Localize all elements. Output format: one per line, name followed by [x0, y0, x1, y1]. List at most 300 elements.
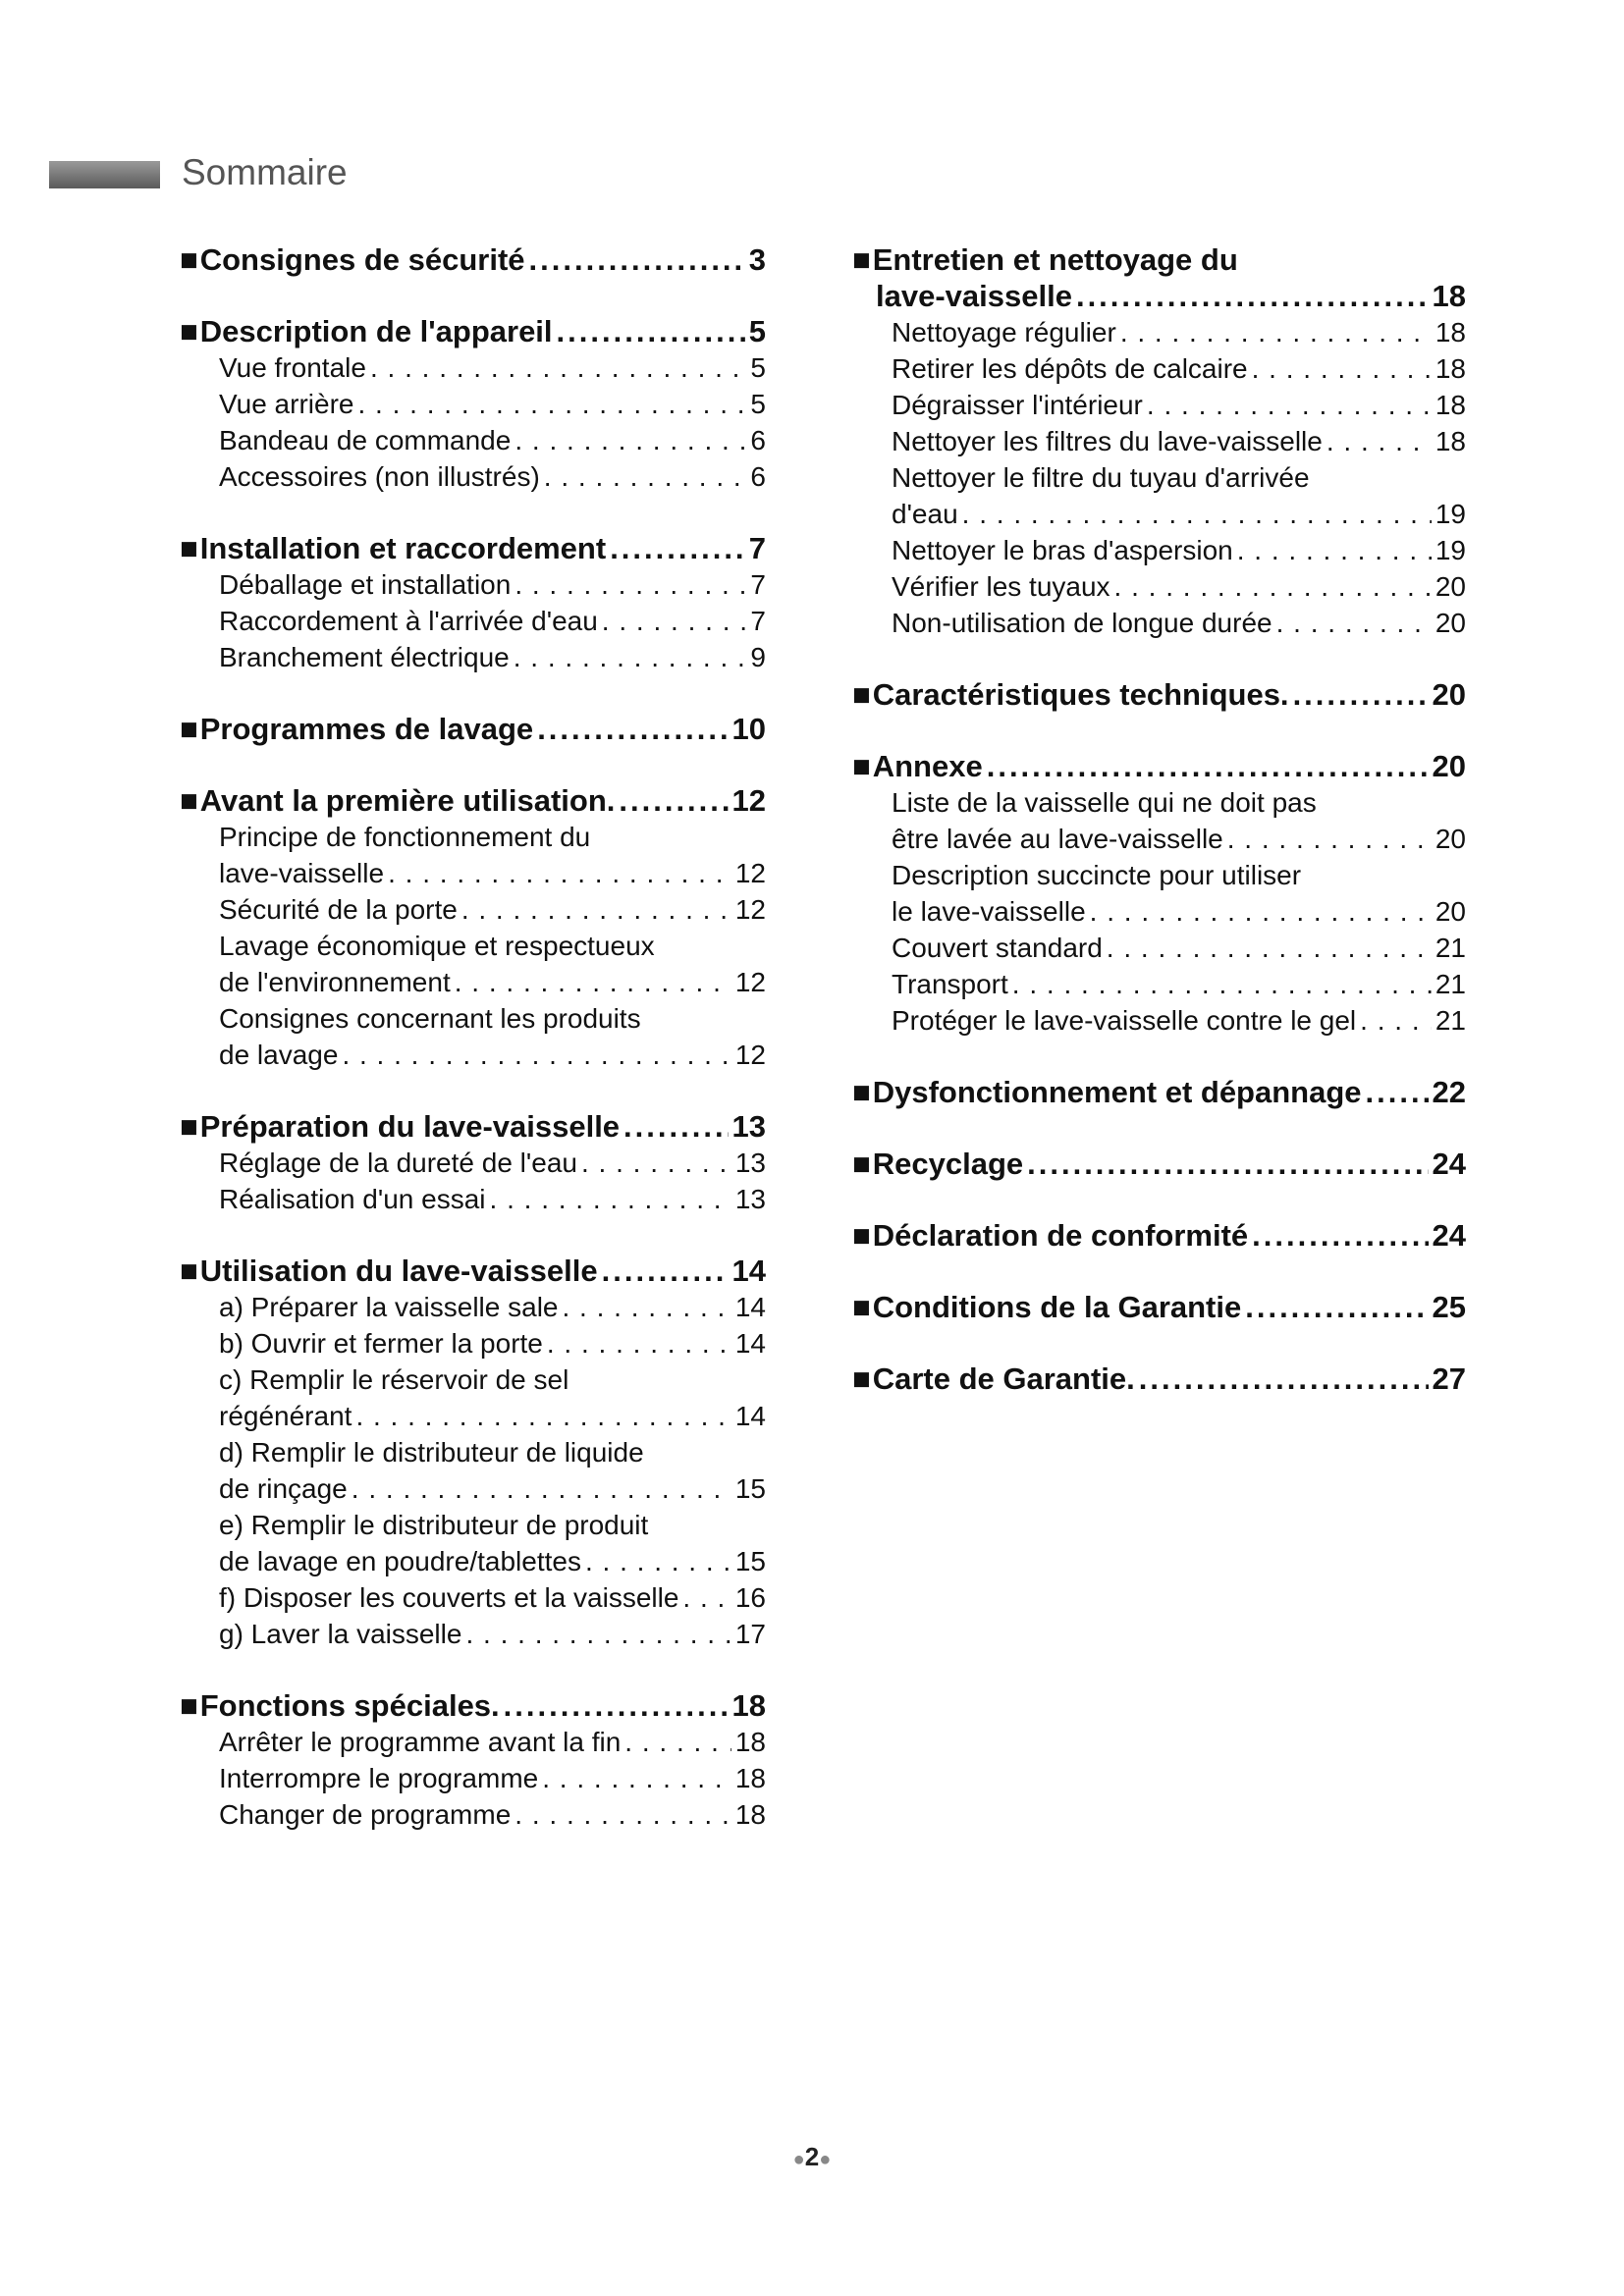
- entry-page-number: 20: [1435, 608, 1466, 638]
- bullet-square-icon: ■: [852, 1147, 871, 1181]
- section-title-text: Carte de Garantie.: [872, 1362, 1135, 1396]
- toc-entry-row: [892, 387, 1466, 423]
- entry-text: Nettoyer les filtres du lave-vaisselle: [892, 426, 1323, 456]
- bullet-square-icon: ■: [180, 1254, 198, 1288]
- toc-left-column: [180, 241, 766, 1868]
- toc-section-title: [852, 676, 1466, 713]
- entry-page-number: 9: [750, 642, 766, 672]
- footer-dot-right: ●: [819, 2149, 832, 2170]
- toc-entry: [892, 966, 1466, 1002]
- dot-leader: [623, 1108, 728, 1145]
- section-title-text: Programmes de lavage: [199, 712, 534, 746]
- dot-leader: [602, 603, 747, 639]
- toc-entry: [219, 1289, 766, 1325]
- toc-entry-row: [219, 1181, 766, 1217]
- toc-entry-row: [892, 568, 1466, 605]
- page-number: 2: [804, 2142, 820, 2171]
- toc-entry-row: [219, 349, 766, 386]
- toc-items: [180, 566, 766, 675]
- entry-page-number: 5: [750, 352, 766, 383]
- section-title-text-line2: lave-vaisselle: [876, 279, 1072, 313]
- dot-leader: [357, 386, 746, 422]
- section-title-text: Avant la première utilisation.: [199, 783, 616, 818]
- toc-entry: [219, 1724, 766, 1760]
- dot-leader: [542, 1760, 731, 1796]
- toc-section-title: [852, 1361, 1466, 1397]
- entry-page-number: 16: [734, 1582, 766, 1613]
- bullet-square-icon: ■: [180, 712, 198, 746]
- entry-text: de lavage: [219, 1040, 339, 1070]
- entry-text: Arrêter le programme avant la fin: [219, 1727, 622, 1757]
- entry-page-number: 13: [734, 1148, 766, 1178]
- dot-leader: [1114, 568, 1432, 605]
- toc-section: [180, 1108, 766, 1217]
- section-title-text: Description de l'appareil: [199, 314, 553, 348]
- toc-entry: [892, 314, 1466, 350]
- section-title-text: Dysfonctionnement et dépannage: [872, 1075, 1362, 1109]
- entry-text: le lave-vaisselle: [892, 896, 1086, 927]
- dot-leader: [1120, 314, 1432, 350]
- toc-entry-row: [219, 639, 766, 675]
- dot-leader: [529, 241, 745, 278]
- section-title-text: Installation et raccordement: [199, 531, 607, 565]
- dot-leader: [1293, 676, 1429, 713]
- entry-text: d'eau: [892, 499, 958, 529]
- entry-page-number: 18: [734, 1727, 766, 1757]
- entry-text: Réglage de la dureté de l'eau: [219, 1148, 577, 1178]
- entry-page-number: 7: [750, 606, 766, 636]
- entry-text-line1: Principe de fonctionnement du: [219, 822, 591, 852]
- entry-page-number: 12: [734, 858, 766, 888]
- dot-leader: [619, 782, 728, 819]
- dot-leader: [1090, 893, 1432, 930]
- dot-leader: [1326, 423, 1432, 459]
- entry-text: g) Laver la vaisselle: [219, 1619, 462, 1649]
- toc-section: [852, 241, 1466, 641]
- toc-section-title: [180, 313, 766, 349]
- dot-leader: [610, 530, 745, 566]
- toc-entry: [892, 1002, 1466, 1039]
- dot-leader: [1252, 1217, 1428, 1254]
- entry-text: Nettoyage régulier: [892, 317, 1116, 347]
- entry-text-line1: e) Remplir le distributeur de produit: [219, 1510, 649, 1540]
- entry-page-number: 20: [1435, 824, 1466, 854]
- entry-text: Changer de programme: [219, 1799, 512, 1830]
- toc-entry-row: [219, 1325, 766, 1362]
- dot-leader: [1027, 1146, 1428, 1182]
- toc-section-title: [852, 1074, 1466, 1110]
- toc-section: [852, 1217, 1466, 1254]
- toc-entry-row: [219, 855, 766, 891]
- entry-text: de l'environnement: [219, 967, 451, 997]
- toc-entry-row: [219, 1579, 766, 1616]
- section-page-number: 22: [1432, 1075, 1466, 1109]
- toc-entry: [892, 784, 1466, 857]
- toc-entry: [219, 891, 766, 928]
- entry-page-number: 19: [1435, 535, 1466, 565]
- toc-entry-row: [219, 422, 766, 458]
- entry-page-number: 15: [734, 1546, 766, 1576]
- toc-entry-row: [892, 423, 1466, 459]
- toc-items: [852, 314, 1466, 641]
- section-title-text: Préparation du lave-vaisselle: [199, 1109, 621, 1144]
- entry-text: régénérant: [219, 1401, 352, 1431]
- toc-entry: [219, 349, 766, 386]
- entry-page-number: 14: [734, 1292, 766, 1322]
- entry-text-line1: c) Remplir le réservoir de sel: [219, 1364, 569, 1395]
- toc-entry: [219, 1362, 766, 1434]
- dot-leader: [624, 1724, 731, 1760]
- entry-page-number: 21: [1435, 969, 1466, 999]
- toc-section-title: [180, 782, 766, 819]
- entry-page-number: 18: [1435, 426, 1466, 456]
- entry-page-number: 14: [734, 1328, 766, 1359]
- toc-entry-row: [219, 964, 766, 1000]
- section-page-number: 13: [731, 1109, 766, 1144]
- entry-text: Vue frontale: [219, 352, 366, 383]
- entry-text: Branchement électrique: [219, 642, 510, 672]
- entry-page-number: 12: [734, 1040, 766, 1070]
- section-title-text: Caractéristiques techniques.: [872, 677, 1289, 712]
- section-title-text: Déclaration de conformité: [872, 1218, 1249, 1253]
- section-page-number: 18: [731, 1688, 766, 1723]
- entry-text-line1: Consignes concernant les produits: [219, 1003, 641, 1034]
- toc-section: [852, 1361, 1466, 1397]
- toc-items: [180, 349, 766, 495]
- section-title-text: Recyclage: [872, 1147, 1024, 1181]
- dot-leader: [1147, 387, 1432, 423]
- toc-entry-row: [219, 1037, 766, 1073]
- toc-section-title: [852, 748, 1466, 784]
- toc-entry: [219, 928, 766, 1000]
- entry-page-number: 18: [1435, 317, 1466, 347]
- section-title-text: Fonctions spéciales.: [199, 1688, 500, 1723]
- bullet-square-icon: ■: [852, 1075, 871, 1109]
- section-page-number: 12: [731, 783, 766, 818]
- dot-leader: [1076, 278, 1429, 314]
- entry-text-line1: d) Remplir le distributeur de liquide: [219, 1437, 644, 1468]
- dot-leader: [547, 1325, 731, 1362]
- page-title: Sommaire: [182, 152, 348, 192]
- toc-entry-row: [892, 821, 1466, 857]
- section-page-number: 5: [748, 314, 766, 348]
- toc-section: [180, 313, 766, 495]
- dot-leader: [563, 1289, 731, 1325]
- entry-text: Dégraisser l'intérieur: [892, 390, 1143, 420]
- section-title-text: Consignes de sécurité: [199, 242, 525, 277]
- entry-text-line1: Nettoyer le filtre du tuyau d'arrivée: [892, 462, 1310, 493]
- entry-page-number: 18: [1435, 353, 1466, 384]
- dot-leader: [490, 1181, 731, 1217]
- dot-leader: [1107, 930, 1432, 966]
- toc-entry-row: [892, 496, 1466, 532]
- entry-page-number: 5: [750, 389, 766, 419]
- toc-entry: [219, 1325, 766, 1362]
- dot-leader: [1245, 1289, 1428, 1325]
- bullet-square-icon: ■: [180, 783, 198, 818]
- header-accent-bar: [49, 161, 160, 188]
- toc-section-title: [852, 1289, 1466, 1325]
- toc-items: [180, 1289, 766, 1652]
- toc-section: [180, 1253, 766, 1652]
- entry-text: lave-vaisselle: [219, 858, 385, 888]
- dot-leader: [1360, 1002, 1432, 1039]
- toc-entry: [219, 1579, 766, 1616]
- entry-text: Réalisation d'un essai: [219, 1184, 486, 1214]
- toc-entry: [219, 1000, 766, 1073]
- entry-page-number: 20: [1435, 896, 1466, 927]
- toc-entry: [219, 386, 766, 422]
- toc-right-column: [852, 241, 1466, 1432]
- toc-entry-row: [219, 1616, 766, 1652]
- toc-section: [852, 1289, 1466, 1325]
- dot-leader: [1227, 821, 1432, 857]
- toc-entry-row: [892, 1002, 1466, 1039]
- section-title-text: Annexe: [872, 749, 983, 783]
- footer-dot-left: ●: [792, 2149, 805, 2170]
- entry-text: Sécurité de la porte: [219, 894, 458, 925]
- dot-leader: [455, 964, 731, 1000]
- dot-leader: [1012, 966, 1432, 1002]
- bullet-square-icon: ■: [852, 242, 871, 277]
- toc-entry: [219, 1181, 766, 1217]
- entry-text-line1: Lavage économique et respectueux: [219, 931, 655, 961]
- entry-page-number: 21: [1435, 1005, 1466, 1036]
- toc-entry-row: [219, 1145, 766, 1181]
- toc-section: [852, 1074, 1466, 1110]
- entry-text: Interrompre le programme: [219, 1763, 539, 1793]
- entry-text: Raccordement à l'arrivée d'eau: [219, 606, 598, 636]
- toc-entry: [219, 639, 766, 675]
- entry-text: b) Ouvrir et fermer la porte: [219, 1328, 543, 1359]
- toc-entry-row: [892, 930, 1466, 966]
- section-title-text: Utilisation du lave-vaisselle: [199, 1254, 598, 1288]
- toc-entry: [219, 1616, 766, 1652]
- dot-leader: [465, 1616, 731, 1652]
- toc-section-title: [180, 1253, 766, 1289]
- dot-leader: [581, 1145, 731, 1181]
- toc-entry: [892, 857, 1466, 930]
- toc-section-title: [852, 1217, 1466, 1254]
- toc-entry-row: [892, 966, 1466, 1002]
- bullet-square-icon: ■: [852, 1218, 871, 1253]
- dot-leader: [537, 711, 728, 747]
- toc-section: [852, 676, 1466, 713]
- entry-page-number: 17: [734, 1619, 766, 1649]
- dot-leader: [1276, 605, 1432, 641]
- toc-entry: [219, 1507, 766, 1579]
- toc-section-title: [852, 1146, 1466, 1182]
- bullet-square-icon: ■: [852, 677, 871, 712]
- entry-text: Accessoires (non illustrés): [219, 461, 540, 492]
- dot-leader: [342, 1037, 731, 1073]
- entry-text: Bandeau de commande: [219, 425, 512, 455]
- toc-entry: [219, 566, 766, 603]
- entry-text: Couvert standard: [892, 933, 1103, 963]
- toc-section-title: [852, 241, 1466, 278]
- entry-page-number: 12: [734, 894, 766, 925]
- toc-entry-row: [219, 1796, 766, 1833]
- dot-leader: [388, 855, 731, 891]
- toc-entry: [892, 930, 1466, 966]
- dot-leader: [1252, 350, 1432, 387]
- toc-entry-row: [892, 532, 1466, 568]
- toc-entry: [219, 1796, 766, 1833]
- dot-leader: [352, 1470, 731, 1507]
- toc-section-title: [180, 241, 766, 278]
- toc-items: [180, 819, 766, 1073]
- entry-text: Déballage et installation: [219, 569, 512, 600]
- dot-leader: [514, 639, 747, 675]
- bullet-square-icon: ■: [180, 314, 198, 348]
- entry-text-line1: Description succincte pour utiliser: [892, 860, 1302, 890]
- entry-page-number: 14: [734, 1401, 766, 1431]
- bullet-square-icon: ■: [852, 1290, 871, 1324]
- entry-page-number: 15: [734, 1473, 766, 1504]
- toc-section: [180, 241, 766, 278]
- entry-text: Transport: [892, 969, 1008, 999]
- toc-entry-row: [219, 1398, 766, 1434]
- toc-entry: [892, 459, 1466, 532]
- toc-entry-row: [892, 605, 1466, 641]
- entry-text: de rinçage: [219, 1473, 348, 1504]
- bullet-square-icon: ■: [180, 531, 198, 565]
- entry-page-number: 21: [1435, 933, 1466, 963]
- toc-entry: [219, 458, 766, 495]
- section-page-number: 10: [731, 712, 766, 746]
- toc-section: [852, 1146, 1466, 1182]
- bullet-square-icon: ■: [180, 1109, 198, 1144]
- toc-entry-row: [219, 566, 766, 603]
- toc-section: [852, 748, 1466, 1039]
- bullet-square-icon: ■: [852, 749, 871, 783]
- toc-entry: [219, 422, 766, 458]
- entry-page-number: 20: [1435, 571, 1466, 602]
- dot-leader: [514, 422, 746, 458]
- entry-page-number: 18: [734, 1799, 766, 1830]
- toc-entry-row: [892, 350, 1466, 387]
- entry-page-number: 13: [734, 1184, 766, 1214]
- toc-section-title-line2: [852, 278, 1466, 314]
- entry-text-line1: Liste de la vaisselle qui ne doit pas: [892, 787, 1317, 818]
- dot-leader: [962, 496, 1432, 532]
- toc-entry-row: [892, 314, 1466, 350]
- section-page-number: 20: [1432, 677, 1466, 712]
- dot-leader: [602, 1253, 729, 1289]
- section-page-number: 14: [731, 1254, 766, 1288]
- entry-page-number: 18: [1435, 390, 1466, 420]
- toc-entry: [219, 603, 766, 639]
- toc-entry-row: [219, 386, 766, 422]
- toc-entry-row: [219, 458, 766, 495]
- section-page-number: 24: [1432, 1147, 1466, 1181]
- entry-text: Vue arrière: [219, 389, 354, 419]
- toc-entry: [219, 1434, 766, 1507]
- dot-leader: [1237, 532, 1432, 568]
- entry-text: Vérifier les tuyaux: [892, 571, 1110, 602]
- dot-leader: [1139, 1361, 1429, 1397]
- bullet-square-icon: ■: [180, 1688, 198, 1723]
- section-page-number: 7: [748, 531, 766, 565]
- entry-page-number: 6: [750, 461, 766, 492]
- toc-section-title: [180, 530, 766, 566]
- toc-items: [180, 1145, 766, 1217]
- dot-leader: [987, 748, 1429, 784]
- toc-items: [852, 784, 1466, 1039]
- toc-entry: [892, 605, 1466, 641]
- toc-entry: [892, 423, 1466, 459]
- entry-text: être lavée au lave-vaisselle: [892, 824, 1223, 854]
- section-page-number: 27: [1432, 1362, 1466, 1396]
- toc-entry-row: [219, 603, 766, 639]
- toc-section-title: [180, 1108, 766, 1145]
- dot-leader: [355, 1398, 731, 1434]
- entry-text: de lavage en poudre/tablettes: [219, 1546, 581, 1576]
- toc-entry: [892, 387, 1466, 423]
- entry-page-number: 6: [750, 425, 766, 455]
- toc-section: [180, 1687, 766, 1833]
- toc-entry: [892, 350, 1466, 387]
- entry-text: Protéger le lave-vaisselle contre le gel: [892, 1005, 1357, 1036]
- section-title-text: Entretien et nettoyage du: [872, 242, 1238, 277]
- section-page-number: 20: [1432, 749, 1466, 783]
- toc-entry-row: [219, 1543, 766, 1579]
- toc-entry-row: [219, 1470, 766, 1507]
- dot-leader: [504, 1687, 729, 1724]
- entry-text: a) Préparer la vaisselle sale: [219, 1292, 559, 1322]
- dot-leader: [514, 1796, 731, 1833]
- dot-leader: [585, 1543, 731, 1579]
- toc-entry-row: [219, 891, 766, 928]
- page-footer: [0, 2142, 1624, 2172]
- section-page-number: 3: [748, 242, 766, 277]
- toc-entry: [892, 532, 1466, 568]
- toc-section: [180, 782, 766, 1073]
- toc-entry: [219, 1145, 766, 1181]
- entry-text: Non-utilisation de longue durée: [892, 608, 1272, 638]
- entry-text: Nettoyer le bras d'aspersion: [892, 535, 1233, 565]
- dot-leader: [557, 313, 745, 349]
- dot-leader: [514, 566, 746, 603]
- entry-text: f) Disposer les couverts et la vaisselle: [219, 1582, 679, 1613]
- section-title-text: Conditions de la Garantie: [872, 1290, 1242, 1324]
- entry-page-number: 7: [750, 569, 766, 600]
- dot-leader: [1366, 1074, 1429, 1110]
- toc-section-title: [180, 711, 766, 747]
- toc-section: [180, 711, 766, 747]
- toc-section-title: [180, 1687, 766, 1724]
- toc-entry-row: [892, 893, 1466, 930]
- section-page-number: 24: [1432, 1218, 1466, 1253]
- entry-text: Retirer les dépôts de calcaire: [892, 353, 1248, 384]
- toc-items: [180, 1724, 766, 1833]
- entry-page-number: 12: [734, 967, 766, 997]
- dot-leader: [461, 891, 731, 928]
- toc-entry-row: [219, 1289, 766, 1325]
- toc-entry: [219, 819, 766, 891]
- toc-entry-row: [219, 1760, 766, 1796]
- toc-section: [180, 530, 766, 675]
- toc-entry: [892, 568, 1466, 605]
- section-page-number: 18: [1432, 279, 1466, 313]
- dot-leader: [544, 458, 747, 495]
- entry-page-number: 18: [734, 1763, 766, 1793]
- dot-leader: [370, 349, 746, 386]
- toc-entry: [219, 1760, 766, 1796]
- bullet-square-icon: ■: [180, 242, 198, 277]
- toc-entry-row: [219, 1724, 766, 1760]
- section-page-number: 25: [1432, 1290, 1466, 1324]
